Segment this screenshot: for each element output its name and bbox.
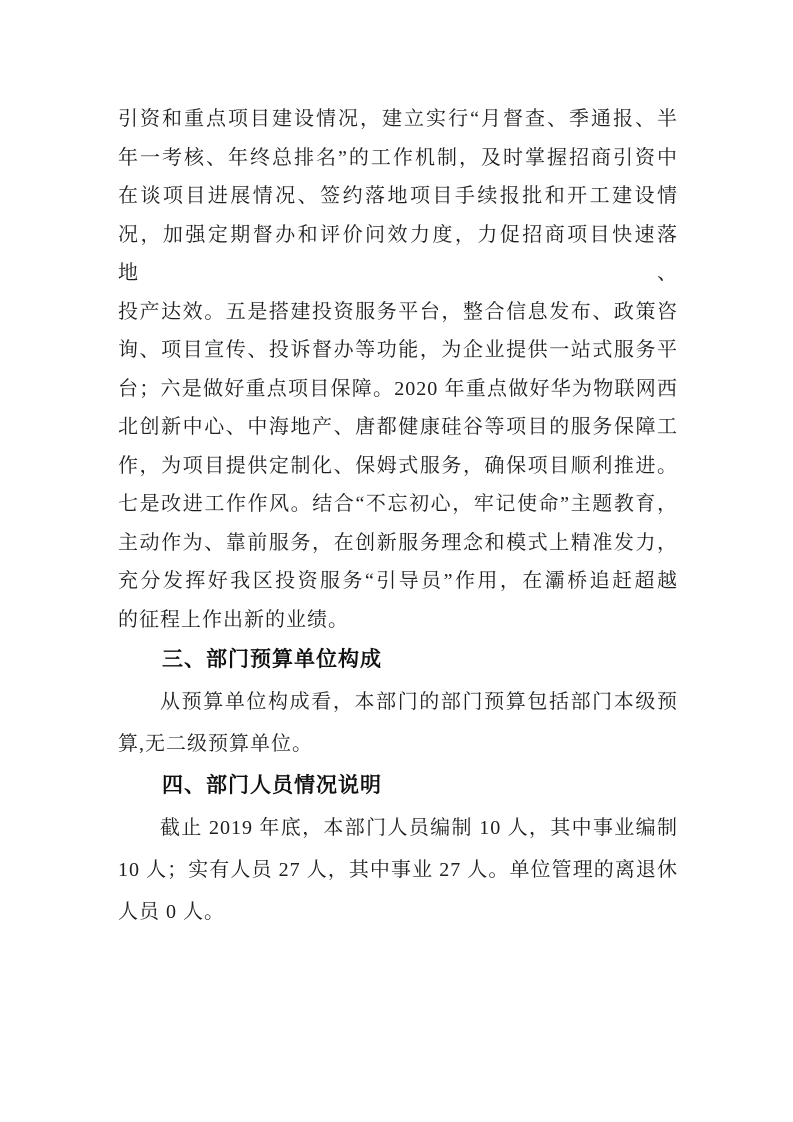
body-line: 台；六是做好重点项目保障。2020 年重点做好华为物联网西	[118, 377, 678, 400]
section-4-heading: 四、部门人员情况说明	[162, 774, 382, 797]
body-line: 询、项目宣传、投诉督办等功能，为企业提供一站式服务平	[118, 339, 678, 361]
section-4-paragraph	[118, 807, 678, 933]
body-line: 北创新中心、中海地产、唐都健康硅谷等项目的服务保障工	[118, 416, 678, 438]
body-line: 年一考核、年终总排名”的工作机制，及时掌握招商引资中	[118, 146, 678, 169]
body-line: 人员 0 人。	[118, 901, 225, 923]
body-line: 算,无二级预算单位。	[118, 733, 313, 755]
section-3-heading: 三、部门预算单位构成	[162, 648, 382, 671]
body-line: 投产达效。五是搭建投资服务平台，整合信息发布、政策咨	[118, 300, 678, 323]
body-line: 充分发挥好我区投资服务“引导员”作用，在灞桥追赶超越	[118, 570, 678, 592]
paragraph-continued	[118, 100, 678, 639]
body-line: 的征程上作出新的业绩。	[118, 608, 349, 631]
section-3-paragraph	[118, 681, 678, 765]
body-line: 引资和重点项目建设情况，建立实行“月督查、季通报、半	[118, 108, 678, 130]
body-line: 况，加强定期督办和评价问效力度，力促招商项目快速落地、	[118, 223, 678, 284]
body-line: 主动作为、靠前服务，在创新服务理念和模式上精准发力，	[118, 531, 678, 554]
body-line: 在谈项目进展情况、签约落地项目手续报批和开工建设情	[118, 185, 678, 207]
body-line: 10 人；实有人员 27 人，其中事业 27 人。单位管理的离退休	[118, 859, 678, 881]
body-line: 从预算单位构成看，本部门的部门预算包括部门本级预	[160, 691, 678, 713]
body-line: 截止 2019 年底，本部门人员编制 10 人，其中事业编制	[160, 817, 678, 839]
body-line: 七是改进工作作风。结合“不忘初心，牢记使命”主题教育，	[118, 493, 678, 515]
body-line: 作，为项目提供定制化、保姆式服务，确保项目顺利推进。	[118, 454, 678, 477]
